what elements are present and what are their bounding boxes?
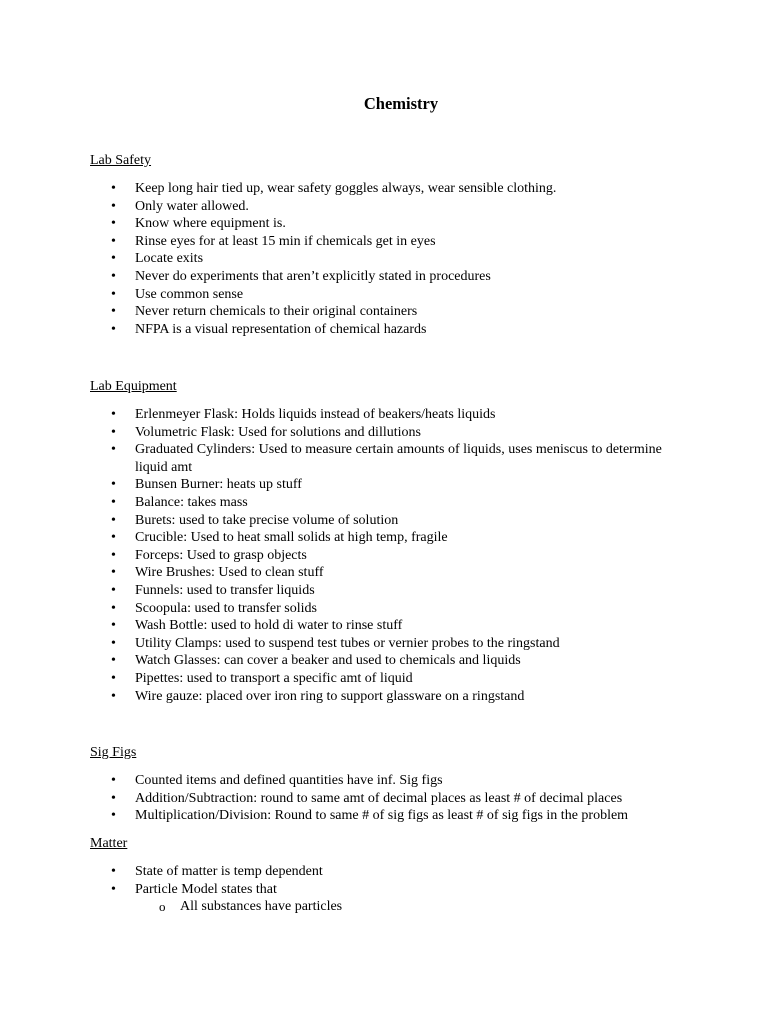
bullet-icon: • xyxy=(111,304,116,320)
sublist-item-text: All substances have particles xyxy=(180,899,343,915)
bullet-icon: • xyxy=(111,547,116,563)
list-item-text: Use common sense xyxy=(135,286,244,302)
list-item xyxy=(90,670,680,688)
list-item-text: Counted items and defined quantities have inf. Sig figs xyxy=(135,773,443,788)
list-item xyxy=(90,406,680,424)
list-item-text: Scoopula: used to transfer solids xyxy=(135,600,317,616)
bullet-icon: • xyxy=(111,424,116,440)
bullet-icon: • xyxy=(111,251,116,267)
list-item-text: Burets: used to take precise volume of solution xyxy=(135,512,399,528)
list-item xyxy=(90,321,680,339)
list-item-text: Watch Glasses: can cover a beaker and used to chemicals and liquids xyxy=(135,653,521,669)
sig-figs-list xyxy=(90,772,680,825)
list-item-text: Never return chemicals to their original containers xyxy=(135,304,418,320)
lab-safety-list xyxy=(90,180,680,338)
list-item-text: Never do experiments that aren’t explicitly stated in procedures xyxy=(135,268,491,284)
bullet-icon: • xyxy=(111,216,116,232)
list-item-text: Wire Brushes: Used to clean stuff xyxy=(135,565,324,581)
lab-equipment-list xyxy=(90,406,680,705)
hollow-bullet-icon: o xyxy=(159,899,166,915)
bullet-icon: • xyxy=(111,565,116,581)
list-item xyxy=(90,233,680,251)
list-item xyxy=(90,772,680,790)
bullet-icon: • xyxy=(111,773,116,788)
section-heading-matter: Matter xyxy=(90,836,128,851)
section-heading-lab-equipment: Lab Equipment xyxy=(90,379,177,394)
sublist-item xyxy=(135,898,680,916)
list-item-text: Addition/Subtraction: round to same amt of decimal places as least # of decimal places xyxy=(135,790,623,806)
list-item xyxy=(90,441,680,476)
list-item xyxy=(90,564,680,582)
list-item xyxy=(90,617,680,635)
list-item-text: Rinse eyes for at least 15 min if chemicals get in eyes xyxy=(135,233,436,249)
bullet-icon: • xyxy=(111,530,116,546)
list-item xyxy=(90,529,680,547)
list-item xyxy=(90,600,680,618)
list-item-text: Pipettes: used to transport a specific amt of liquid xyxy=(135,670,413,686)
list-item-text: Funnels: used to transfer liquids xyxy=(135,582,315,598)
list-item xyxy=(90,180,680,198)
bullet-icon: • xyxy=(111,181,116,196)
list-item-text: State of matter is temp dependent xyxy=(135,864,323,879)
bullet-icon: • xyxy=(111,442,116,458)
bullet-icon: • xyxy=(111,808,116,824)
list-item xyxy=(90,652,680,670)
list-item xyxy=(90,863,680,881)
bullet-icon: • xyxy=(111,635,116,651)
section-heading-sig-figs: Sig Figs xyxy=(90,745,137,760)
bullet-icon: • xyxy=(111,864,116,879)
list-item xyxy=(90,215,680,233)
bullet-icon: • xyxy=(111,600,116,616)
page-title: Chemistry xyxy=(363,94,439,113)
list-item xyxy=(90,250,680,268)
list-item xyxy=(90,635,680,653)
list-item-text: Wire gauze: placed over iron ring to support glassware on a ringstand xyxy=(135,688,525,704)
list-item-text: Balance: takes mass xyxy=(135,494,248,510)
bullet-icon: • xyxy=(111,321,116,337)
bullet-icon: • xyxy=(111,407,116,422)
list-item-text: Utility Clamps: used to suspend test tubes or vernier probes to the ringstand xyxy=(135,635,560,651)
list-item-text: Wash Bottle: used to hold di water to rinse stuff xyxy=(135,618,403,634)
list-item-text: Volumetric Flask: Used for solutions and dillutions xyxy=(135,424,421,440)
bullet-icon: • xyxy=(111,494,116,510)
list-item-text: Forceps: Used to grasp objects xyxy=(135,547,307,563)
list-item-text: Only water allowed. xyxy=(135,198,249,214)
bullet-icon: • xyxy=(111,198,116,214)
list-item-text: Locate exits xyxy=(135,251,204,267)
list-item xyxy=(90,268,680,286)
list-item xyxy=(90,807,680,825)
list-item-text: Graduated Cylinders: Used to measure certain amounts of liquids, uses meniscus to determine liquid amt xyxy=(135,442,662,475)
list-item xyxy=(90,582,680,600)
list-item-text: Crucible: Used to heat small solids at high temp, fragile xyxy=(135,530,448,546)
bullet-icon: • xyxy=(111,477,116,493)
bullet-icon: • xyxy=(111,512,116,528)
list-item xyxy=(90,476,680,494)
list-item xyxy=(90,198,680,216)
bullet-icon: • xyxy=(111,881,116,897)
matter-list xyxy=(90,863,680,916)
bullet-icon: • xyxy=(111,618,116,634)
list-item xyxy=(90,688,680,706)
list-item xyxy=(90,790,680,808)
list-item xyxy=(90,881,680,916)
section-heading-lab-safety: Lab Safety xyxy=(90,153,152,168)
list-item xyxy=(90,547,680,565)
bullet-icon: • xyxy=(111,688,116,704)
bullet-icon: • xyxy=(111,268,116,284)
bullet-icon: • xyxy=(111,653,116,669)
matter-sublist xyxy=(135,898,680,916)
list-item-text: Know where equipment is. xyxy=(135,216,286,232)
list-item-text: Keep long hair tied up, wear safety goggles always, wear sensible clothing. xyxy=(135,181,557,196)
bullet-icon: • xyxy=(111,233,116,249)
list-item xyxy=(90,286,680,304)
list-item xyxy=(90,512,680,530)
bullet-icon: • xyxy=(111,670,116,686)
list-item-text: Erlenmeyer Flask: Holds liquids instead of beakers/heats liquids xyxy=(135,407,496,422)
list-item xyxy=(90,494,680,512)
list-item-text: Particle Model states that xyxy=(135,881,277,897)
bullet-icon: • xyxy=(111,582,116,598)
list-item xyxy=(90,303,680,321)
bullet-icon: • xyxy=(111,286,116,302)
list-item-text: Multiplication/Division: Round to same # of sig figs as least # of sig figs in the problem xyxy=(135,808,629,824)
list-item-text: Bunsen Burner: heats up stuff xyxy=(135,477,302,493)
list-item-text: NFPA is a visual representation of chemical hazards xyxy=(135,321,427,337)
list-item xyxy=(90,424,680,442)
bullet-icon: • xyxy=(111,790,116,806)
